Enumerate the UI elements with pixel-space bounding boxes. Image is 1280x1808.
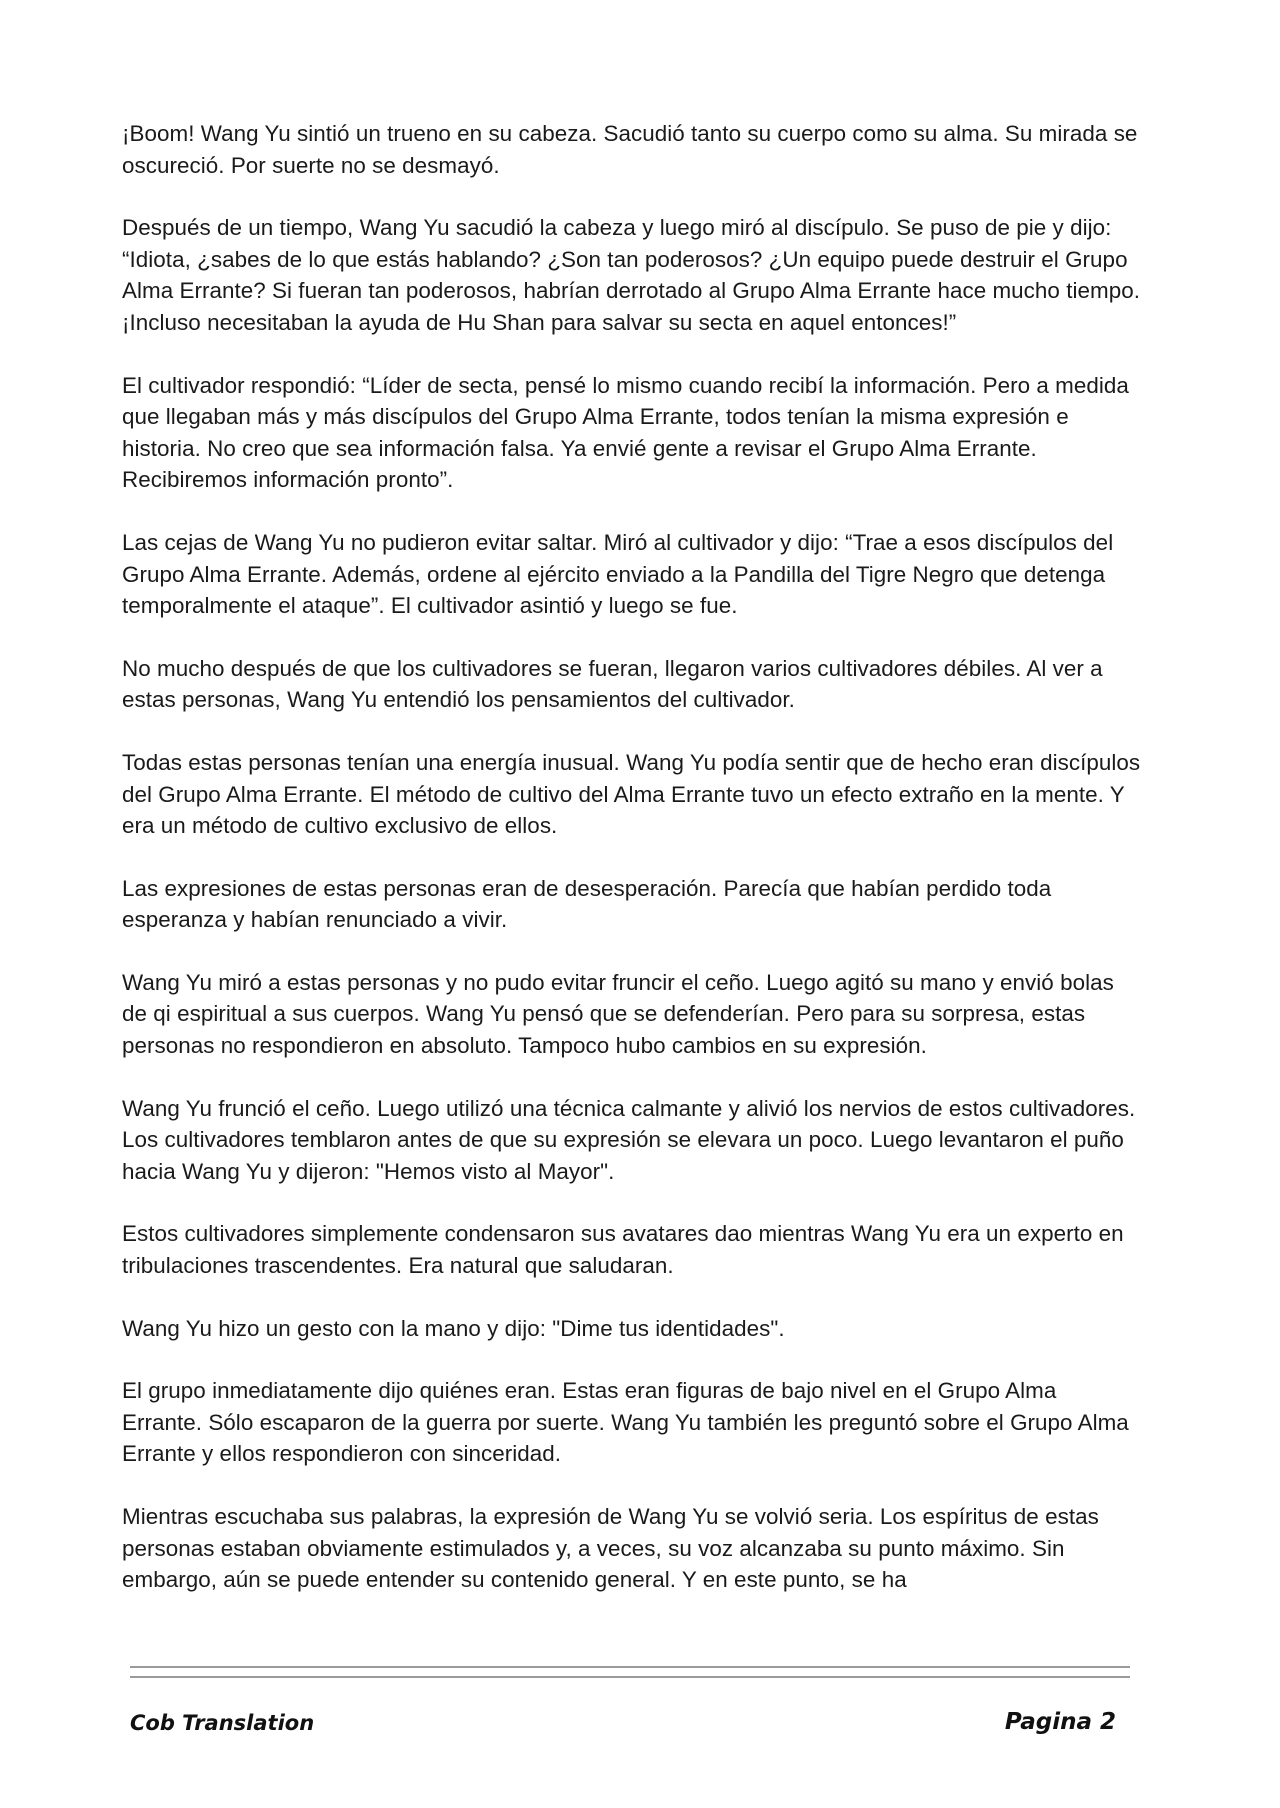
paragraph: El cultivador respondió: “Líder de secta, pensé lo mismo cuando recibí la información. Pero a medida que llegaban más y más discípulos del Grupo Alma Errante, todos tenían la misma expresión e historia. No creo que sea información falsa. Ya envié gente a revisar el Grupo Alma Errante. Recibiremos información pronto”. <box>122 372 1129 493</box>
footer-credit: Cob Translation <box>130 1711 315 1735</box>
paragraph: Wang Yu miró a estas personas y no pudo evitar fruncir el ceño. Luego agitó su mano y envió bolas de qi espiritual a sus cuerpos. Wang Yu pensó que se defenderían. Pero para su sorpresa, estas personas no respondieron en absoluto. Tampoco hubo cambios en su expresión. <box>122 969 1114 1059</box>
paragraph: No mucho después de que los cultivadores se fueran, llegaron varios cultivadores débiles. Al ver a estas personas, Wang Yu entendió los pensamientos del cultivador. <box>122 655 1103 713</box>
paragraph: Mientras escuchaba sus palabras, la expresión de Wang Yu se volvió seria. Los espíritus de estas personas estaban obviamente estimulados y, a veces, su voz alcanzaba su punto máximo. Sin embargo, aún se puede entender su contenido general. Y en este punto, se ha <box>122 1504 1099 1593</box>
footer-divider-top <box>130 1666 1130 1668</box>
footer-divider-bottom <box>130 1676 1130 1678</box>
paragraph: Las cejas de Wang Yu no pudieron evitar saltar. Miró al cultivador y dijo: “Trae a esos discípulos del Grupo Alma Errante. Además, ordene al ejército enviado a la Pandilla del Tigre Negro que detenga temporalmente el ataque”. El cultivador asintió y luego se fue. <box>122 529 1114 619</box>
paragraph: Estos cultivadores simplemente condensaron sus avatares dao mientras Wang Yu era un experto en tribulaciones trascendentes. Era natural que saludaran. <box>122 1221 1124 1279</box>
page-number: Pagina 2 <box>1004 1709 1116 1735</box>
paragraph: Las expresiones de estas personas eran de desesperación. Parecía que habían perdido toda esperanza y habían renunciado a vivir. <box>122 875 1052 933</box>
paragraph: Wang Yu hizo un gesto con la mano y dijo: "Dime tus identidades". <box>122 1315 785 1341</box>
paragraph: ¡Boom! Wang Yu sintió un trueno en su cabeza. Sacudió tanto su cuerpo como su alma. Su mirada se oscureció. Por suerte no se desmayó. <box>122 121 1138 178</box>
paragraph: Todas estas personas tenían una energía inusual. Wang Yu podía sentir que de hecho eran discípulos del Grupo Alma Errante. El método de cultivo del Alma Errante tuvo un efecto extraño en la mente. Y era un método de cultivo exclusivo de ellos. <box>122 749 1141 839</box>
paragraph: Después de un tiempo, Wang Yu sacudió la cabeza y luego miró al discípulo. Se puso de pie y dijo: “Idiota, ¿sabes de lo que estás hablando? ¿Son tan poderosos? ¿Un equipo puede destruir el Grupo Alma Errante? Si fueran tan poderosos, habrían derrotado al Grupo Alma Errante hace mucho tiempo. ¡Incluso necesitaban la ayuda de Hu Shan para salvar su secta en aquel entonces!” <box>122 215 1140 335</box>
document-body <box>122 118 1142 1596</box>
paragraph: El grupo inmediatamente dijo quiénes eran. Estas eran figuras de bajo nivel en el Grupo Alma Errante. Sólo escaparon de la guerra por suerte. Wang Yu también les preguntó sobre el Grupo Alma Errante y ellos respondieron con sinceridad. <box>122 1378 1129 1467</box>
paragraph: Wang Yu frunció el ceño. Luego utilizó una técnica calmante y alivió los nervios de estos cultivadores. Los cultivadores temblaron antes de que su expresión se elevara un poco. Luego levantaron el puño hacia Wang Yu y dijeron: "Hemos visto al Mayor". <box>122 1095 1136 1184</box>
